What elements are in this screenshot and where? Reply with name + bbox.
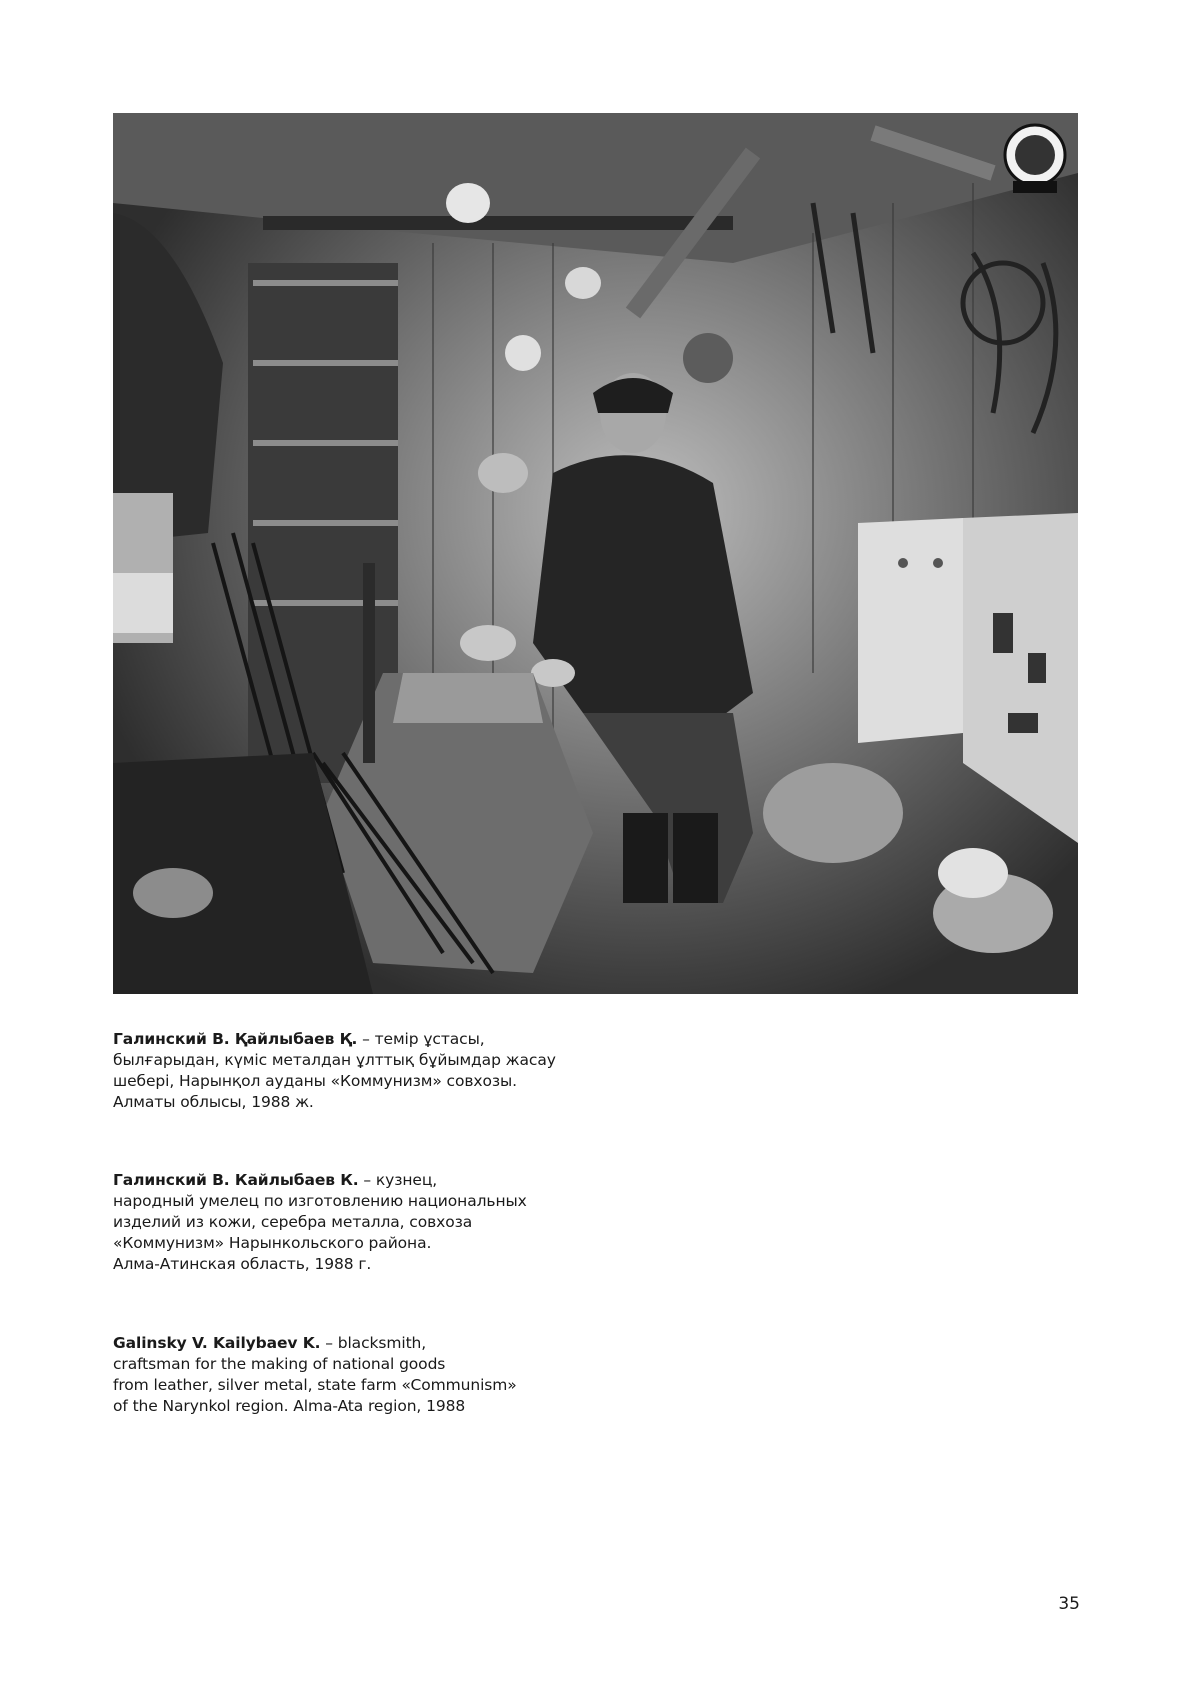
caption-russian-line-3: изделий из кожи, серебра металла, совхоза	[113, 1213, 473, 1231]
emblem-badge	[1005, 125, 1065, 193]
caption-russian-author: Галинский В. Кайлыбаев К.	[113, 1171, 359, 1189]
caption-english-line-2: craftsman for the making of national goods	[113, 1355, 446, 1373]
caption-kazakh-line-1: Галинский В. Қайлыбаев Қ. – темір ұстасы,	[113, 1030, 485, 1048]
caption-english-line-4: of the Narynkol region. Alma-Ata region, 1988	[113, 1397, 466, 1415]
caption-english-line-1: Galinsky V. Kailybaev K. – blacksmith,	[113, 1334, 427, 1352]
caption-russian-line-2: народный умелец по изготовлению национальных	[113, 1192, 527, 1210]
caption-russian-line-4: «Коммунизм» Нарынкольского района.	[113, 1234, 432, 1252]
page-number: 35	[1058, 1594, 1080, 1614]
caption-russian-line-1: Галинский В. Кайлыбаев К. – кузнец,	[113, 1171, 438, 1189]
caption-kazakh-line-4: Алматы облысы, 1988 ж.	[113, 1093, 314, 1111]
caption-english-line-3: from leather, silver metal, state farm «Communism»	[113, 1376, 517, 1394]
caption-russian-line-5: Алма-Атинская область, 1988 г.	[113, 1255, 372, 1273]
caption-kazakh	[113, 1029, 633, 1113]
photo-illustration	[113, 113, 1078, 994]
caption-kazakh-author: Галинский В. Қайлыбаев Қ.	[113, 1030, 358, 1048]
caption-russian	[113, 1170, 633, 1275]
caption-kazakh-line-3: шебері, Нарынқол ауданы «Коммунизм» совхозы.	[113, 1072, 517, 1090]
caption-english	[113, 1333, 633, 1417]
blacksmith-photo	[113, 113, 1078, 994]
caption-kazakh-line-2: былғарыдан, күміс металдан ұлттық бұйымдар жасау	[113, 1051, 556, 1069]
caption-english-author: Galinsky V. Kailybaev K.	[113, 1334, 321, 1352]
